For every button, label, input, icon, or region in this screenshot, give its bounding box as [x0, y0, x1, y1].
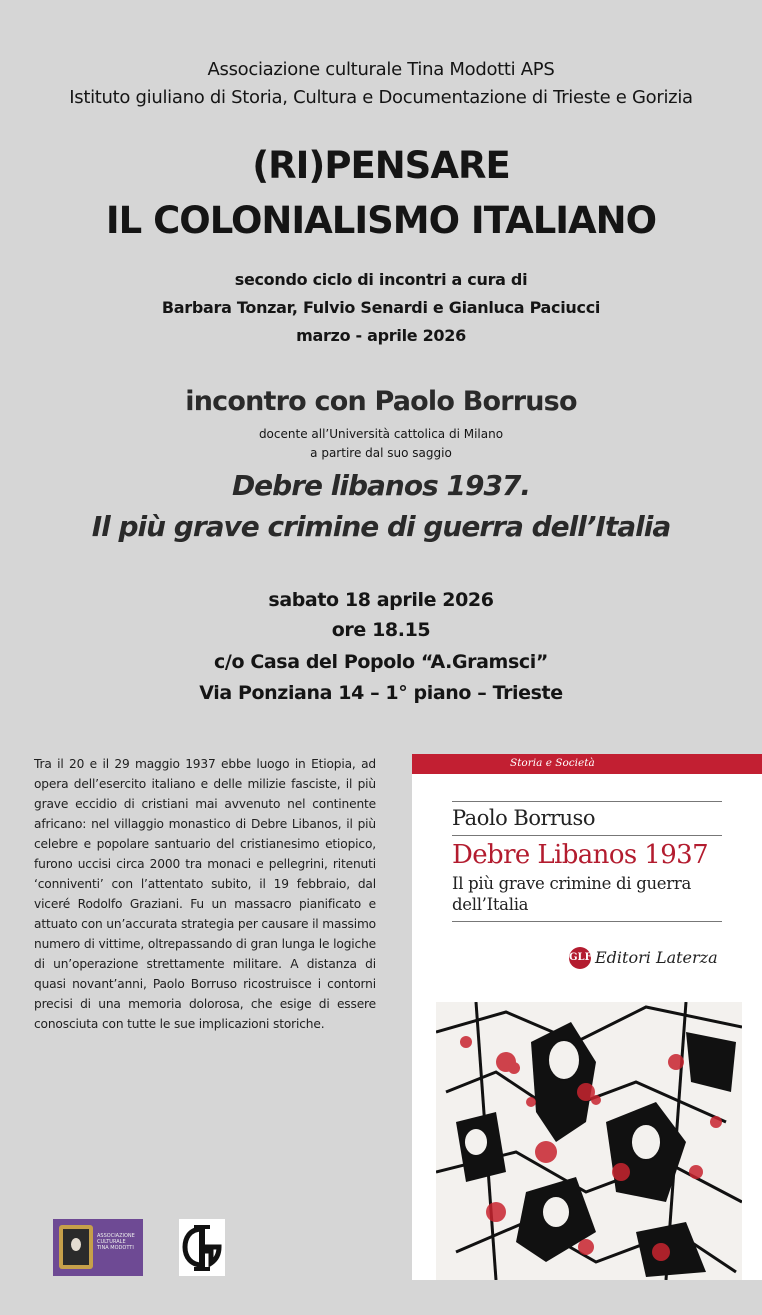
logo-face — [71, 1238, 81, 1251]
speaker-headline: incontro con Paolo Borruso — [185, 386, 577, 417]
istituto-logo-mark — [179, 1219, 225, 1276]
speaker-role: docente all’Università cattolica di Milano — [258, 427, 504, 441]
laterza-logo: GLF — [569, 947, 591, 969]
cover-rule-bottom — [452, 921, 722, 922]
series-intro: secondo ciclo di incontri a cura di — [234, 270, 528, 289]
event-time: ore 18.15 — [331, 619, 431, 641]
cover-subtitle-1: Il più grave crimine di guerra — [452, 874, 691, 893]
logo-text — [97, 1233, 141, 1251]
cover-rule-top — [452, 801, 722, 802]
book-description: Tra il 20 e il 29 maggio 1937 ebbe luogo in Etiopia, ad opera dell’esercito italiano e delle milizie fasciste, il più grave eccidio di cristiani mai avvenuto nel continente africano: nel villaggio monastico di Debre Libanos, il più celebre e popolare santuario del cristianesimo etiopico, furono uccisi circa 2000 tra monaci e pellegrini, ritenuti ‘conniventi’ con l’attentato subito, il 19 febbraio, dal viceré Rodolfo Graziani. Fu un massacro pianificato e attuato con un’accurata strategia per causare il massimo numero di vittime, oltrepassando di gran lunga le logiche di un’operazione strettamente militare. A distanza di quasi novant’anni, Paolo Borruso ricostruisce i contorni precisi di una memoria dolorosa, che esige di essere conosciuta con tutte le sue implicazioni storiche. — [34, 757, 376, 1031]
speaker-intro: a partire dal suo saggio — [310, 446, 452, 460]
cover-subtitle-2: dell’Italia — [452, 895, 529, 914]
istituto-logo — [179, 1219, 225, 1276]
book-cover — [412, 754, 762, 1280]
organizer-2: Istituto giuliano di Storia, Cultura e Documentazione di Trieste e Gorizia — [69, 87, 693, 108]
logo-text-1: ASSOCIAZIONE — [97, 1233, 135, 1239]
logo-text-2: CULTURALE — [97, 1239, 126, 1245]
cover-publisher: Editori Laterza — [595, 948, 718, 967]
cover-title: Debre Libanos 1937 — [452, 840, 709, 870]
organizer-1: Associazione culturale Tina Modotti APS — [207, 59, 555, 80]
cover-series: Storia e Società — [510, 757, 595, 769]
book-title-line-1: Debre libanos 1937. — [231, 469, 531, 502]
event-date: sabato 18 aprile 2026 — [268, 589, 494, 611]
cover-illustration — [436, 1002, 742, 1280]
tina-modotti-logo — [53, 1219, 143, 1276]
cover-subtitle — [452, 873, 732, 915]
series-curators: Barbara Tonzar, Fulvio Senardi e Gianluca Paciucci — [161, 298, 601, 317]
cover-rule-mid — [452, 835, 722, 836]
cover-author: Paolo Borruso — [452, 806, 595, 830]
event-address: Via Ponziana 14 – 1° piano – Trieste — [199, 682, 563, 704]
logo-portrait — [63, 1229, 89, 1265]
logo-text-3: TINA MODOTTI — [97, 1245, 134, 1251]
series-period: marzo - aprile 2026 — [296, 326, 466, 345]
main-title-line-1: (RI)PENSARE — [252, 144, 510, 187]
book-title-line-2: Il più grave crimine di guerra dell’Italia — [91, 510, 671, 543]
main-title-line-2: IL COLONIALISMO ITALIANO — [105, 199, 657, 242]
event-venue: c/o Casa del Popolo “A.Gramsci” — [214, 651, 548, 673]
